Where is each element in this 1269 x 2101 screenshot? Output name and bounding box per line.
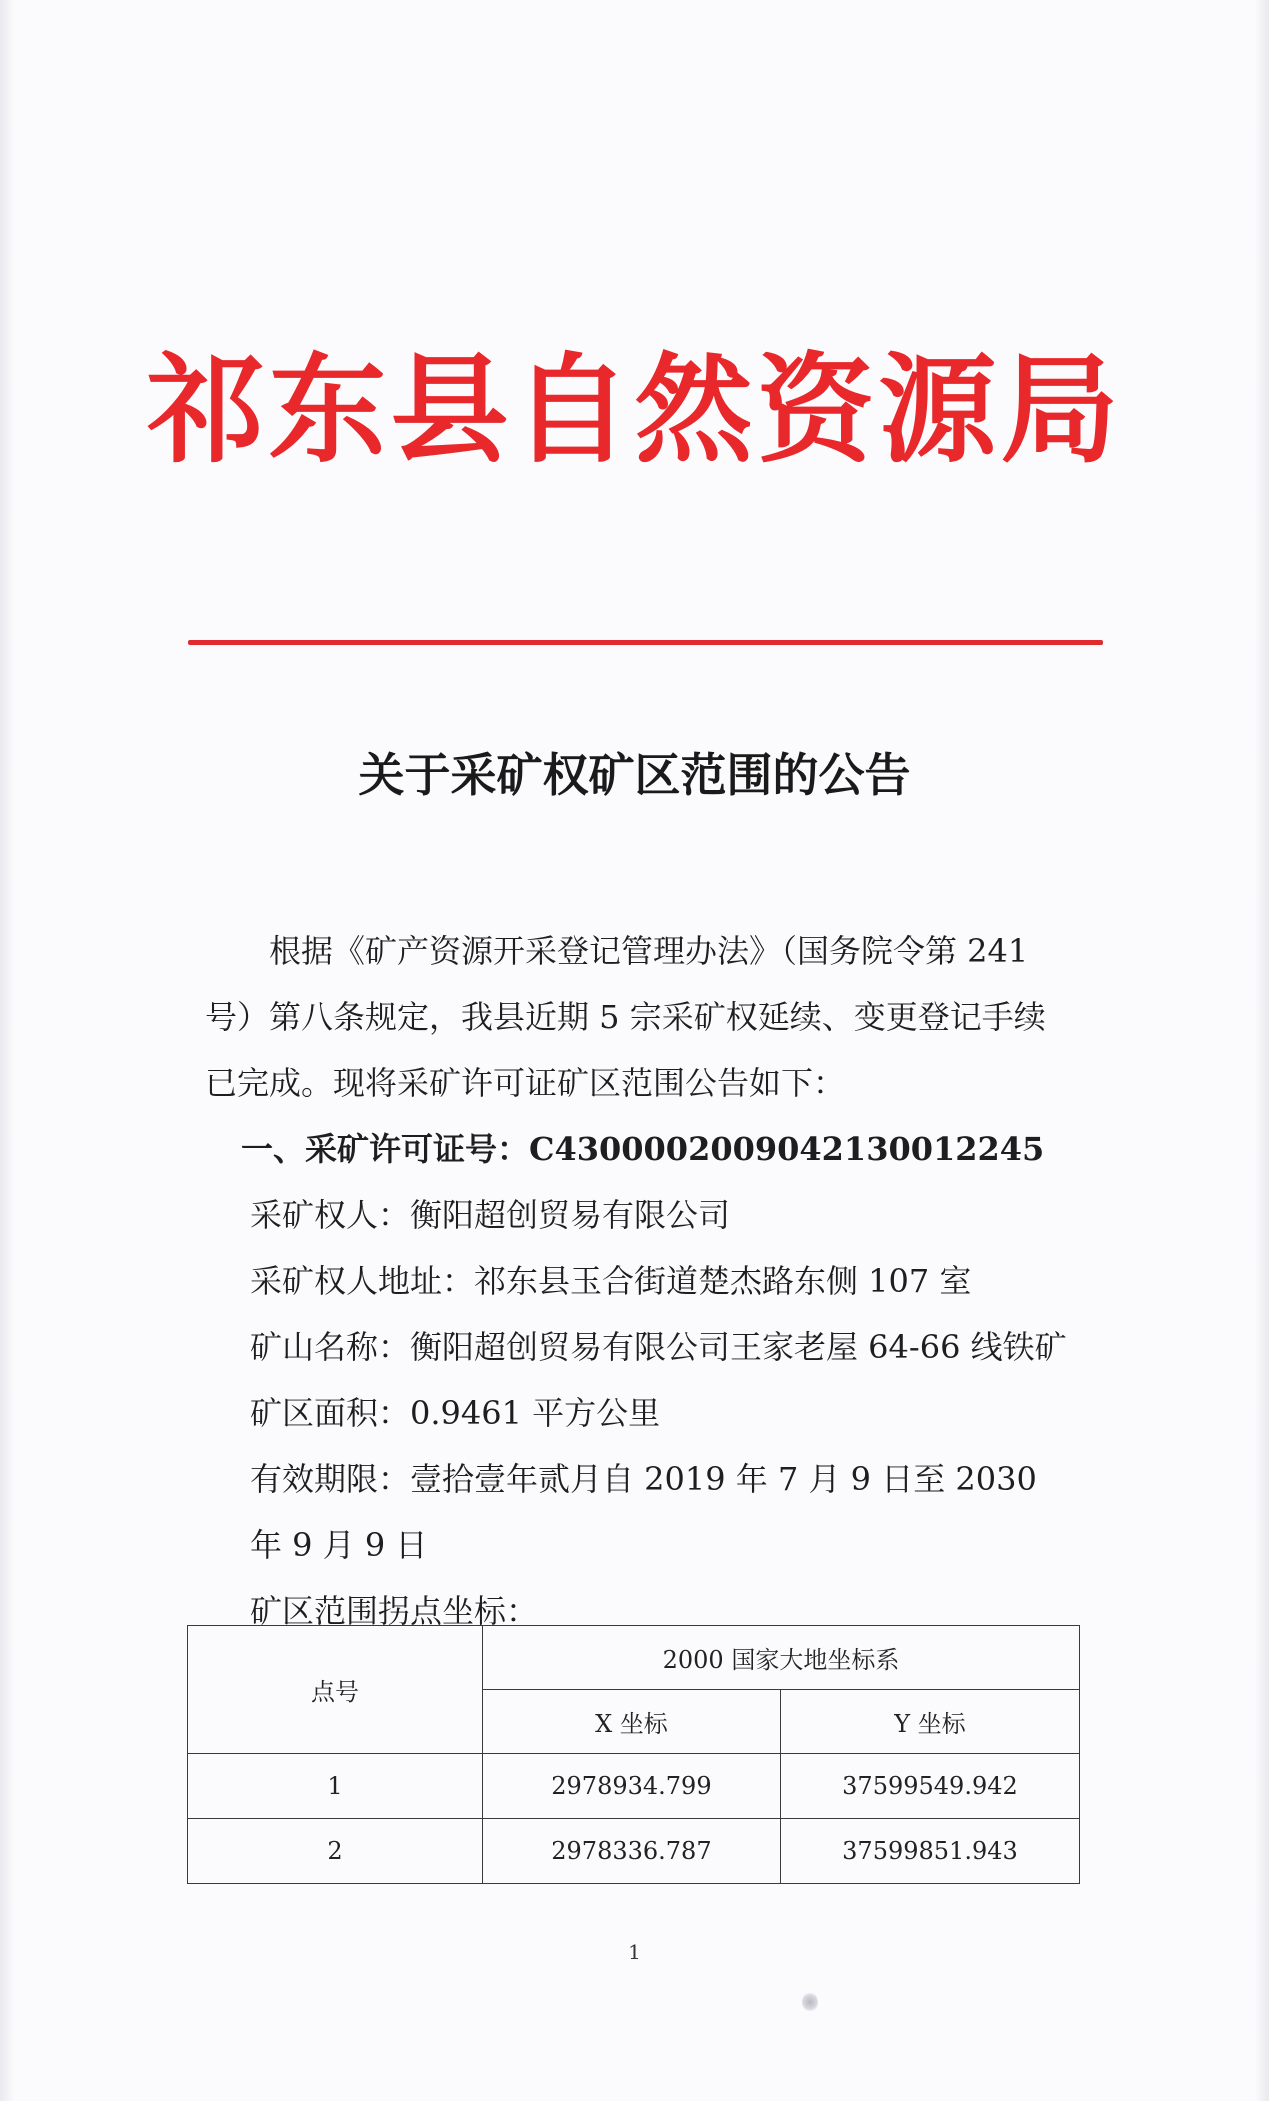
coordinates-table — [187, 1625, 1080, 1884]
cell-x: 2978934.799 — [482, 1754, 780, 1819]
cell-y: 37599851.943 — [780, 1819, 1079, 1884]
cell-point: 2 — [188, 1819, 483, 1884]
cell-point: 1 — [188, 1754, 483, 1819]
holder-address: 采矿权人地址：祁东县玉合街道楚杰路东侧 107 室 — [250, 1262, 972, 1300]
mining-right-holder: 采矿权人：衡阳超创贸易有限公司 — [250, 1196, 731, 1234]
header-y-coordinate: Y 坐标 — [780, 1690, 1079, 1754]
table-row — [188, 1754, 1080, 1819]
intro-paragraph: 根据《矿产资源开采登记管理办法》（国务院令第 241 号）第八条规定，我县近期 5 宗采矿权延续、变更登记手续已完成。现将采矿许可证矿区范围公告如下： — [205, 932, 1046, 1102]
page-number: 1 — [628, 1940, 641, 1964]
coordinates-label: 矿区范围拐点坐标： — [250, 1592, 539, 1630]
header-x-coordinate: X 坐标 — [482, 1690, 780, 1754]
document-title: 关于采矿权矿区范围的公告 — [358, 748, 911, 802]
document-body — [205, 918, 1075, 1644]
coordinates-table-wrap — [187, 1625, 1080, 1884]
scan-edge-left — [0, 0, 14, 2101]
validity-period: 有效期限：壹拾壹年贰月自 2019 年 7 月 9 日至 2030 年 9 月 9 日 — [250, 1460, 1037, 1564]
table-row — [188, 1819, 1080, 1884]
header-coordinate-system: 2000 国家大地坐标系 — [482, 1626, 1079, 1690]
mine-name: 矿山名称：衡阳超创贸易有限公司王家老屋 64-66 线铁矿 — [250, 1328, 1067, 1366]
mine-area: 矿区面积：0.9461 平方公里 — [250, 1394, 661, 1432]
header-point-number: 点号 — [188, 1626, 483, 1754]
scan-speck — [802, 1992, 818, 2012]
letterhead-title: 祁东县自然资源局 — [146, 340, 1123, 479]
scan-edge-right — [1255, 0, 1269, 2101]
cell-x: 2978336.787 — [482, 1819, 780, 1884]
letterhead-red-rule — [188, 640, 1103, 645]
cell-y: 37599549.942 — [780, 1754, 1079, 1819]
license-number-heading: 一、采矿许可证号：C4300002009042130012245 — [241, 1130, 1045, 1168]
